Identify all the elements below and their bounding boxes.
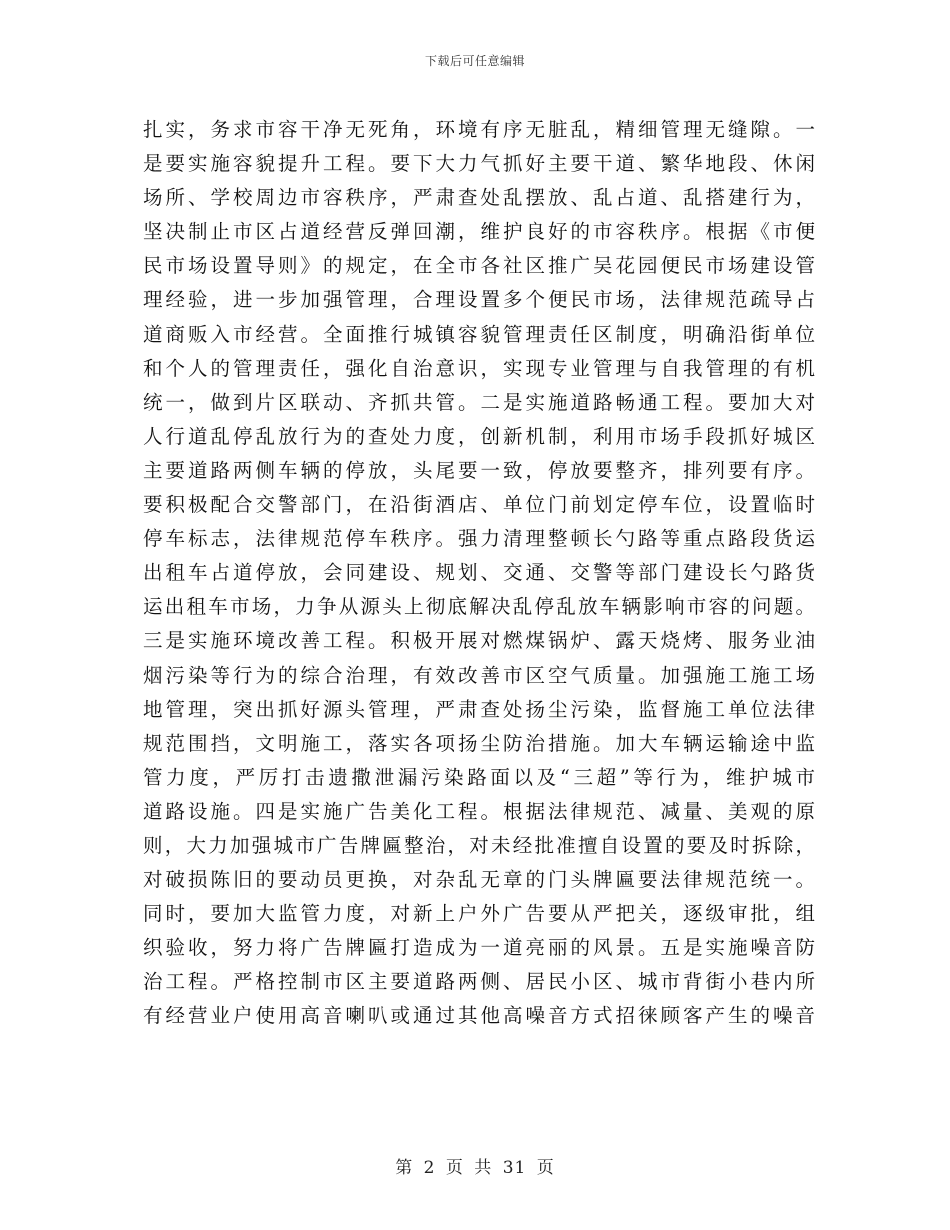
body-line: 则，大力加强城市广告牌匾整治，对未经批准擅自设置的要及时拆除， [143,833,815,857]
page-header: 下载后可任意编辑 [424,54,525,68]
page-number-footer: 第 2 页 共 31 页 [395,1158,555,1178]
body-line: 烟污染等行为的综合治理，有效改善市区空气质量。加强施工施工场 [143,663,815,687]
body-line: 场所、学校周边市容秩序，严肃查处乱摆放、乱占道、乱搭建行为， [143,186,815,210]
body-line: 运出租车市场，力争从源头上彻底解决乱停乱放车辆影响市容的问题。 [143,595,815,619]
body-line: 停车标志，法律规范停车秩序。强力清理整顿长勺路等重点路段货运 [143,527,815,551]
body-line: 和个人的管理责任，强化自治意识，实现专业管理与自我管理的有机 [143,356,815,380]
body-line: 道商贩入市经营。全面推行城镇容貌管理责任区制度，明确沿街单位 [143,322,815,346]
body-line: 坚决制止市区占道经营反弹回潮，维护良好的市容秩序。根据《市便 [143,220,815,244]
body-line: 治工程。严格控制市区主要道路两侧、居民小区、城市背街小巷内所 [143,970,815,994]
body-line: 对破损陈旧的要动员更换，对杂乱无章的门头牌匾要法律规范统一。 [143,868,815,892]
body-line: 扎实，务求市容干净无死角，环境有序无脏乱，精细管理无缝隙。一 [143,118,815,141]
body-line: 三是实施环境改善工程。积极开展对燃煤锅炉、露天烧烤、服务业油 [143,629,815,653]
body-line: 主要道路两侧车辆的停放，头尾要一致，停放要整齐，排列要有序。 [143,458,815,482]
body-line: 理经验，进一步加强管理，合理设置多个便民市场，法律规范疏导占 [143,288,815,312]
body-line: 管力度，严厉打击遗撒泄漏污染路面以及“三超”等行为，维护城市 [143,765,815,789]
body-line: 人行道乱停乱放行为的查处力度，创新机制，利用市场手段抓好城区 [143,424,815,448]
body-line: 是要实施容貌提升工程。要下大力气抓好主要干道、繁华地段、休闲 [143,152,815,176]
body-line: 地管理，突出抓好源头管理，严肃查处扬尘污染，监督施工单位法律 [143,697,815,721]
body-line: 出租车占道停放，会同建设、规划、交通、交警等部门建设长勺路货 [143,561,815,585]
body-line: 民市场设置导则》的规定，在全市各社区推广吴花园便民市场建设管 [143,254,815,278]
body-line: 道路设施。四是实施广告美化工程。根据法律规范、减量、美观的原 [143,799,815,823]
body-line: 织验收，努力将广告牌匾打造成为一道亮丽的风景。五是实施噪音防 [143,936,815,960]
body-line: 同时，要加大监管力度，对新上户外广告要从严把关，逐级审批，组 [143,902,815,926]
document-body [143,113,815,1034]
body-line: 要积极配合交警部门，在沿街酒店、单位门前划定停车位，设置临时 [143,493,815,517]
body-line: 规范围挡，文明施工，落实各项扬尘防治措施。加大车辆运输途中监 [143,731,815,755]
body-line: 有经营业户使用高音喇叭或通过其他高噪音方式招徕顾客产生的噪音 [143,1004,815,1028]
body-line: 统一，做到片区联动、齐抓共管。二是实施道路畅通工程。要加大对 [143,390,815,414]
